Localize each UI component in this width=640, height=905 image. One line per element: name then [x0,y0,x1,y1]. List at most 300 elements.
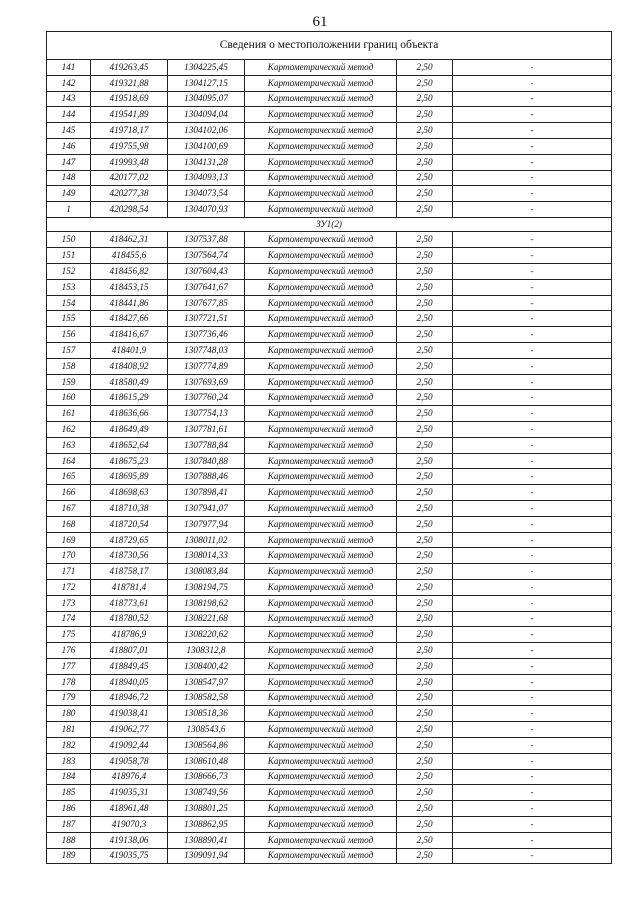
method-cell: Картометрический метод [245,832,397,848]
point-number-cell: 144 [47,107,91,123]
point-number-cell: 155 [47,311,91,327]
y-coordinate-cell: 1308220,62 [168,627,245,643]
accuracy-cell: 2,50 [397,769,453,785]
note-cell: - [453,737,612,753]
method-cell: Картометрический метод [245,753,397,769]
x-coordinate-cell: 419035,31 [91,785,168,801]
note-cell: - [453,469,612,485]
y-coordinate-cell: 1308543,6 [168,722,245,738]
method-cell: Картометрический метод [245,311,397,327]
y-coordinate-cell: 1308666,73 [168,769,245,785]
y-coordinate-cell: 1304094,04 [168,107,245,123]
point-number-cell: 151 [47,248,91,264]
note-cell: - [453,501,612,517]
method-cell: Картометрический метод [245,437,397,453]
note-cell: - [453,548,612,564]
point-number-cell: 161 [47,406,91,422]
point-number-cell: 176 [47,643,91,659]
accuracy-cell: 2,50 [397,154,453,170]
table-row [47,737,612,753]
y-coordinate-cell: 1307760,24 [168,390,245,406]
y-coordinate-cell: 1307748,03 [168,343,245,359]
point-number-cell: 177 [47,658,91,674]
method-cell: Картометрический метод [245,690,397,706]
accuracy-cell: 2,50 [397,674,453,690]
accuracy-cell: 2,50 [397,248,453,264]
accuracy-cell: 2,50 [397,453,453,469]
note-cell: - [453,627,612,643]
point-number-cell: 152 [47,264,91,280]
point-number-cell: 147 [47,154,91,170]
table-row [47,170,612,186]
point-number-cell: 158 [47,358,91,374]
y-coordinate-cell: 1308014,33 [168,548,245,564]
table-row [47,485,612,501]
x-coordinate-cell: 418416,67 [91,327,168,343]
method-cell: Картометрический метод [245,564,397,580]
point-number-cell: 159 [47,374,91,390]
x-coordinate-cell: 420298,54 [91,202,168,218]
table-row [47,154,612,170]
point-number-cell: 145 [47,123,91,139]
method-cell: Картометрический метод [245,643,397,659]
table-row [47,706,612,722]
x-coordinate-cell: 419058,78 [91,753,168,769]
accuracy-cell: 2,50 [397,611,453,627]
method-cell: Картометрический метод [245,186,397,202]
accuracy-cell: 2,50 [397,264,453,280]
y-coordinate-cell: 1308400,42 [168,658,245,674]
method-cell: Картометрический метод [245,107,397,123]
table-row [47,248,612,264]
y-coordinate-cell: 1307721,51 [168,311,245,327]
table-row [47,769,612,785]
x-coordinate-cell: 418710,38 [91,501,168,517]
table-row [47,138,612,154]
note-cell: - [453,186,612,202]
method-cell: Картометрический метод [245,327,397,343]
method-cell: Картометрический метод [245,75,397,91]
accuracy-cell: 2,50 [397,816,453,832]
table-row [47,60,612,76]
method-cell: Картометрический метод [245,785,397,801]
method-cell: Картометрический метод [245,248,397,264]
point-number-cell: 171 [47,564,91,580]
table-row [47,643,612,659]
y-coordinate-cell: 1304073,54 [168,186,245,202]
table-row [47,674,612,690]
method-cell: Картометрический метод [245,232,397,248]
y-coordinate-cell: 1307537,88 [168,232,245,248]
table-row [47,453,612,469]
accuracy-cell: 2,50 [397,358,453,374]
accuracy-cell: 2,50 [397,186,453,202]
table-row [47,548,612,564]
y-coordinate-cell: 1307677,85 [168,295,245,311]
y-coordinate-cell: 1308582,58 [168,690,245,706]
x-coordinate-cell: 418462,31 [91,232,168,248]
y-coordinate-cell: 1307788,84 [168,437,245,453]
x-coordinate-cell: 418615,29 [91,390,168,406]
x-coordinate-cell: 418698,63 [91,485,168,501]
table-row [47,232,612,248]
table-row [47,753,612,769]
method-cell: Картометрический метод [245,170,397,186]
method-cell: Картометрический метод [245,279,397,295]
y-coordinate-cell: 1304095,07 [168,91,245,107]
accuracy-cell: 2,50 [397,374,453,390]
point-number-cell: 183 [47,753,91,769]
x-coordinate-cell: 418675,23 [91,453,168,469]
accuracy-cell: 2,50 [397,202,453,218]
y-coordinate-cell: 1307941,07 [168,501,245,517]
note-cell: - [453,643,612,659]
x-coordinate-cell: 418773,61 [91,595,168,611]
accuracy-cell: 2,50 [397,737,453,753]
accuracy-cell: 2,50 [397,138,453,154]
note-cell: - [453,658,612,674]
note-cell: - [453,232,612,248]
point-number-cell: 168 [47,516,91,532]
table-row [47,580,612,596]
table-row [47,848,612,864]
note-cell: - [453,374,612,390]
y-coordinate-cell: 1308610,48 [168,753,245,769]
accuracy-cell: 2,50 [397,643,453,659]
method-cell: Картометрический метод [245,674,397,690]
note-cell: - [453,437,612,453]
method-cell: Картометрический метод [245,264,397,280]
note-cell: - [453,753,612,769]
table-row [47,264,612,280]
table-title: Сведения о местоположении границ объекта [47,32,612,60]
point-number-cell: 185 [47,785,91,801]
note-cell: - [453,358,612,374]
method-cell: Картометрический метод [245,406,397,422]
method-cell: Картометрический метод [245,469,397,485]
method-cell: Картометрический метод [245,816,397,832]
x-coordinate-cell: 419755,98 [91,138,168,154]
table-row [47,374,612,390]
y-coordinate-cell: 1304225,45 [168,60,245,76]
y-coordinate-cell: 1309091,94 [168,848,245,864]
accuracy-cell: 2,50 [397,75,453,91]
note-cell: - [453,832,612,848]
note-cell: - [453,769,612,785]
accuracy-cell: 2,50 [397,123,453,139]
method-cell: Картометрический метод [245,390,397,406]
note-cell: - [453,343,612,359]
point-number-cell: 181 [47,722,91,738]
note-cell: - [453,580,612,596]
method-cell: Картометрический метод [245,501,397,517]
x-coordinate-cell: 418401,9 [91,343,168,359]
table-row [47,75,612,91]
accuracy-cell: 2,50 [397,295,453,311]
point-number-cell: 164 [47,453,91,469]
note-cell: - [453,170,612,186]
table-row [47,422,612,438]
table-row [47,816,612,832]
y-coordinate-cell: 1307564,74 [168,248,245,264]
x-coordinate-cell: 418649,49 [91,422,168,438]
table-row [47,611,612,627]
accuracy-cell: 2,50 [397,501,453,517]
y-coordinate-cell: 1308221,68 [168,611,245,627]
point-number-cell: 148 [47,170,91,186]
x-coordinate-cell: 419263,45 [91,60,168,76]
method-cell: Картометрический метод [245,580,397,596]
accuracy-cell: 2,50 [397,390,453,406]
x-coordinate-cell: 418453,15 [91,279,168,295]
table-row [47,437,612,453]
method-cell: Картометрический метод [245,706,397,722]
point-number-cell: 182 [47,737,91,753]
point-number-cell: 157 [47,343,91,359]
table-row [47,390,612,406]
point-number-cell: 166 [47,485,91,501]
method-cell: Картометрический метод [245,611,397,627]
note-cell: - [453,138,612,154]
x-coordinate-cell: 418720,54 [91,516,168,532]
y-coordinate-cell: 1308518,36 [168,706,245,722]
table-row [47,358,612,374]
accuracy-cell: 2,50 [397,580,453,596]
point-number-cell: 146 [47,138,91,154]
note-cell: - [453,532,612,548]
y-coordinate-cell: 1304131,28 [168,154,245,170]
method-cell: Картометрический метод [245,769,397,785]
accuracy-cell: 2,50 [397,548,453,564]
y-coordinate-cell: 1308564,86 [168,737,245,753]
point-number-cell: 172 [47,580,91,596]
x-coordinate-cell: 419035,75 [91,848,168,864]
y-coordinate-cell: 1307898,41 [168,485,245,501]
accuracy-cell: 2,50 [397,753,453,769]
method-cell: Картометрический метод [245,801,397,817]
point-number-cell: 156 [47,327,91,343]
y-coordinate-cell: 1308547,97 [168,674,245,690]
point-number-cell: 1 [47,202,91,218]
y-coordinate-cell: 1307754,13 [168,406,245,422]
method-cell: Картометрический метод [245,295,397,311]
x-coordinate-cell: 418849,45 [91,658,168,674]
x-coordinate-cell: 418961,48 [91,801,168,817]
note-cell: - [453,611,612,627]
table-row [47,532,612,548]
note-cell: - [453,564,612,580]
method-cell: Картометрический метод [245,595,397,611]
table-row [47,516,612,532]
point-number-cell: 141 [47,60,91,76]
note-cell: - [453,75,612,91]
point-number-cell: 153 [47,279,91,295]
note-cell: - [453,485,612,501]
note-cell: - [453,706,612,722]
note-cell: - [453,801,612,817]
method-cell: Картометрический метод [245,737,397,753]
table-row [47,785,612,801]
x-coordinate-cell: 418729,65 [91,532,168,548]
y-coordinate-cell: 1307641,67 [168,279,245,295]
point-number-cell: 150 [47,232,91,248]
point-number-cell: 180 [47,706,91,722]
table-row [47,91,612,107]
note-cell: - [453,816,612,832]
x-coordinate-cell: 418786,9 [91,627,168,643]
table-row [47,627,612,643]
table-row [47,501,612,517]
accuracy-cell: 2,50 [397,658,453,674]
x-coordinate-cell: 418456,82 [91,264,168,280]
x-coordinate-cell: 418976,4 [91,769,168,785]
note-cell: - [453,311,612,327]
method-cell: Картометрический метод [245,358,397,374]
x-coordinate-cell: 419321,88 [91,75,168,91]
note-cell: - [453,785,612,801]
note-cell: - [453,91,612,107]
section-label: ЗУ1(2) [47,217,612,232]
y-coordinate-cell: 1307977,94 [168,516,245,532]
accuracy-cell: 2,50 [397,232,453,248]
accuracy-cell: 2,50 [397,722,453,738]
y-coordinate-cell: 1307604,43 [168,264,245,280]
x-coordinate-cell: 418730,56 [91,548,168,564]
accuracy-cell: 2,50 [397,532,453,548]
point-number-cell: 178 [47,674,91,690]
note-cell: - [453,248,612,264]
x-coordinate-cell: 420177,02 [91,170,168,186]
y-coordinate-cell: 1308194,75 [168,580,245,596]
accuracy-cell: 2,50 [397,279,453,295]
method-cell: Картометрический метод [245,516,397,532]
point-number-cell: 149 [47,186,91,202]
note-cell: - [453,422,612,438]
x-coordinate-cell: 419541,89 [91,107,168,123]
x-coordinate-cell: 419718,17 [91,123,168,139]
point-number-cell: 143 [47,91,91,107]
note-cell: - [453,60,612,76]
table-row [47,658,612,674]
method-cell: Картометрический метод [245,91,397,107]
accuracy-cell: 2,50 [397,422,453,438]
note-cell: - [453,595,612,611]
y-coordinate-cell: 1304102,06 [168,123,245,139]
table-row [47,801,612,817]
y-coordinate-cell: 1307888,46 [168,469,245,485]
x-coordinate-cell: 419062,77 [91,722,168,738]
note-cell: - [453,406,612,422]
method-cell: Картометрический метод [245,422,397,438]
accuracy-cell: 2,50 [397,327,453,343]
accuracy-cell: 2,50 [397,437,453,453]
y-coordinate-cell: 1307693,69 [168,374,245,390]
y-coordinate-cell: 1308801,25 [168,801,245,817]
note-cell: - [453,674,612,690]
accuracy-cell: 2,50 [397,343,453,359]
table-row [47,343,612,359]
x-coordinate-cell: 419993,48 [91,154,168,170]
x-coordinate-cell: 418780,52 [91,611,168,627]
y-coordinate-cell: 1308862,95 [168,816,245,832]
table-row [47,279,612,295]
point-number-cell: 188 [47,832,91,848]
note-cell: - [453,722,612,738]
accuracy-cell: 2,50 [397,406,453,422]
y-coordinate-cell: 1304100,69 [168,138,245,154]
x-coordinate-cell: 418946,72 [91,690,168,706]
table-row [47,311,612,327]
table-title-row [47,32,612,60]
method-cell: Картометрический метод [245,722,397,738]
note-cell: - [453,264,612,280]
x-coordinate-cell: 418695,89 [91,469,168,485]
x-coordinate-cell: 419070,3 [91,816,168,832]
point-number-cell: 189 [47,848,91,864]
method-cell: Картометрический метод [245,343,397,359]
x-coordinate-cell: 418781,4 [91,580,168,596]
y-coordinate-cell: 1308083,84 [168,564,245,580]
method-cell: Картометрический метод [245,202,397,218]
method-cell: Картометрический метод [245,453,397,469]
note-cell: - [453,516,612,532]
accuracy-cell: 2,50 [397,706,453,722]
note-cell: - [453,690,612,706]
x-coordinate-cell: 418408,92 [91,358,168,374]
method-cell: Картометрический метод [245,123,397,139]
x-coordinate-cell: 418580,49 [91,374,168,390]
x-coordinate-cell: 420277,38 [91,186,168,202]
method-cell: Картометрический метод [245,374,397,390]
y-coordinate-cell: 1307736,46 [168,327,245,343]
point-number-cell: 167 [47,501,91,517]
point-number-cell: 175 [47,627,91,643]
x-coordinate-cell: 418807,01 [91,643,168,659]
accuracy-cell: 2,50 [397,516,453,532]
accuracy-cell: 2,50 [397,60,453,76]
accuracy-cell: 2,50 [397,627,453,643]
table-row [47,595,612,611]
method-cell: Картометрический метод [245,60,397,76]
note-cell: - [453,453,612,469]
point-number-cell: 163 [47,437,91,453]
point-number-cell: 169 [47,532,91,548]
accuracy-cell: 2,50 [397,832,453,848]
x-coordinate-cell: 418940,05 [91,674,168,690]
table-row [47,722,612,738]
accuracy-cell: 2,50 [397,91,453,107]
accuracy-cell: 2,50 [397,564,453,580]
x-coordinate-cell: 418441,86 [91,295,168,311]
accuracy-cell: 2,50 [397,311,453,327]
method-cell: Картометрический метод [245,848,397,864]
x-coordinate-cell: 418652,64 [91,437,168,453]
accuracy-cell: 2,50 [397,690,453,706]
table-row [47,406,612,422]
method-cell: Картометрический метод [245,485,397,501]
accuracy-cell: 2,50 [397,107,453,123]
y-coordinate-cell: 1308312,8 [168,643,245,659]
point-number-cell: 165 [47,469,91,485]
table-row [47,469,612,485]
accuracy-cell: 2,50 [397,801,453,817]
x-coordinate-cell: 419092,44 [91,737,168,753]
point-number-cell: 184 [47,769,91,785]
method-cell: Картометрический метод [245,658,397,674]
y-coordinate-cell: 1308198,62 [168,595,245,611]
accuracy-cell: 2,50 [397,170,453,186]
y-coordinate-cell: 1304070,93 [168,202,245,218]
